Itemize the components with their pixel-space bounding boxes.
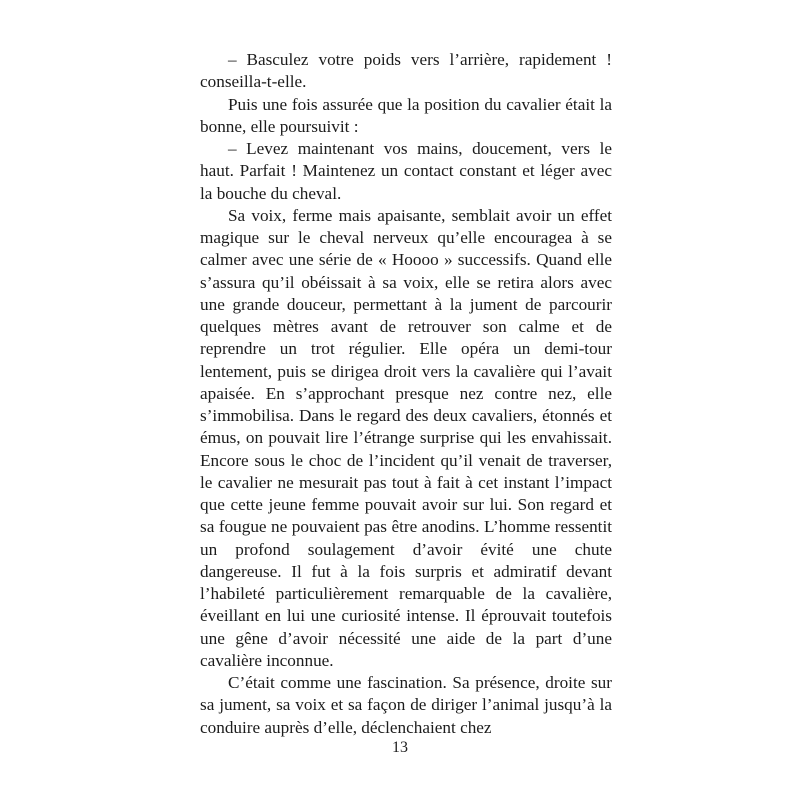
body-text <box>200 49 612 739</box>
paragraph-fascination: C’était comme une fascination. Sa présence, droite sur sa jument, sa voix et sa façon de diriger l’animal jusqu’à la conduire auprès d’elle, déclenchaient chez <box>200 673 612 737</box>
paragraph-narrative: Sa voix, ferme mais apaisante, semblait avoir un effet magique sur le cheval nerveux qu’elle encouragea à se calmer avec une série de « Hoooo » successifs. Quand elle s’assura qu’il obéissait à sa voix, elle se retira alors avec une grande douceur, permettant à la jument de parcourir quelques mètres avant de retrouver son calme et de reprendre un trot régulier. Elle opéra un demi-tour lentement, puis se dirigea droit vers la cavalière qui l’avait apaisée. En s’approchant presque nez contre nez, elle s’immobilisa. Dans le regard des deux cavaliers, étonnés et émus, on pouvait lire l’étrange surprise qui les envahissait. Encore sous le choc de l’incident qu’il venait de traverser, le cavalier ne mesurait pas tout à fait à cet instant l’impact que cette jeune femme pouvait avoir sur lui. Son regard et sa fougue ne pouvaient pas être anodins. L’homme ressentit un profond soulagement d’avoir évité une chute dangereuse. Il fut à la fois surpris et admiratif devant l’habileté particulièrement remarquable de la cavalière, éveillant en lui une curiosité intense. Il éprouvait toutefois une gêne d’avoir nécessité une aide de la part d’une cavalière inconnue. <box>200 205 612 670</box>
paragraph-continuation: Puis une fois assurée que la position du cavalier était la bonne, elle poursuivit : <box>200 94 612 136</box>
paragraph-instructions: – Levez maintenant vos mains, doucement, vers le haut. Parfait ! Maintenez un contact constant et léger avec la bouche du cheval. <box>200 139 612 203</box>
paragraph-advice: – Basculez votre poids vers l’arrière, rapidement ! conseilla-t-elle. <box>200 50 612 92</box>
page-number: 13 <box>392 739 408 756</box>
